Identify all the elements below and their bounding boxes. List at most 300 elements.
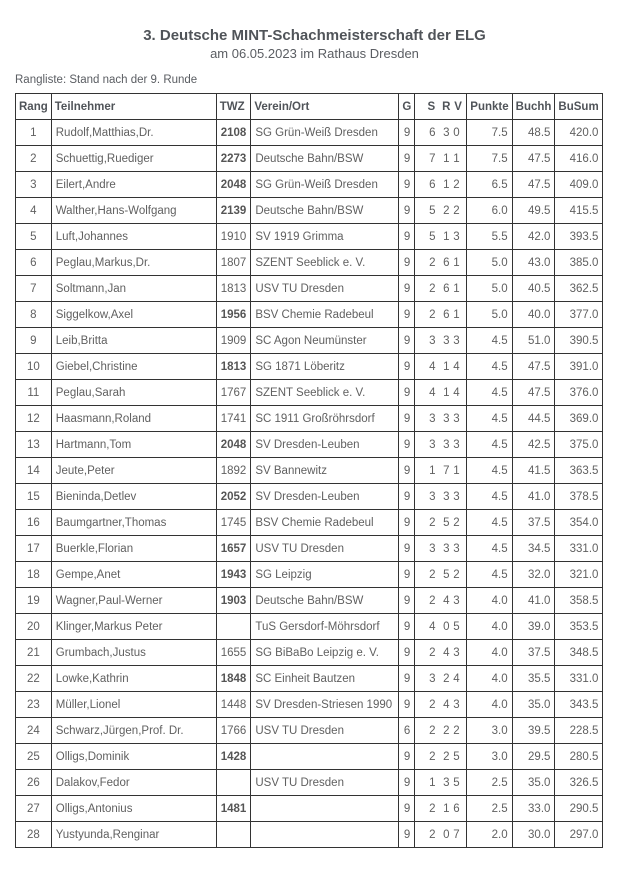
games-played: 9 [399, 614, 415, 640]
buchholz: 47.5 [512, 380, 555, 406]
table-row [16, 198, 603, 224]
games-played: 9 [399, 302, 415, 328]
losses: 4 [453, 672, 460, 685]
wins-draws-losses [415, 536, 467, 562]
rang-cell: 18 [16, 562, 52, 588]
buchholz-sum: 280.5 [555, 744, 603, 770]
games-played: 9 [399, 484, 415, 510]
col-header-r: R [442, 100, 451, 113]
table-row [16, 484, 603, 510]
losses: 1 [453, 282, 460, 295]
table-row [16, 510, 603, 536]
table-row [16, 588, 603, 614]
points: 7.5 [467, 120, 512, 146]
twz-rating: 1903 [216, 588, 251, 614]
buchholz: 42.0 [512, 224, 555, 250]
draws: 1 [443, 360, 450, 373]
table-row [16, 302, 603, 328]
document-subtitle: am 06.05.2023 im Rathaus Dresden [210, 46, 419, 61]
rang-cell: 4 [16, 198, 52, 224]
losses: 1 [453, 308, 460, 321]
club-name: SZENT Seeblick e. V. [251, 250, 399, 276]
club-name [251, 822, 399, 848]
participant-name: Müller,Lionel [51, 692, 216, 718]
buchholz-sum: 391.0 [555, 354, 603, 380]
points: 4.5 [467, 484, 512, 510]
wins-draws-losses [415, 744, 467, 770]
wins-draws-losses [415, 120, 467, 146]
wins: 2 [429, 646, 436, 659]
participant-name: Soltmann,Jan [51, 276, 216, 302]
points: 6.5 [467, 172, 512, 198]
draws: 6 [443, 308, 450, 321]
club-name [251, 744, 399, 770]
twz-rating: 1657 [216, 536, 251, 562]
games-played: 9 [399, 822, 415, 848]
col-header-v: V [454, 100, 462, 113]
participant-name: Klinger,Markus Peter [51, 614, 216, 640]
games-played: 9 [399, 562, 415, 588]
points: 2.0 [467, 822, 512, 848]
twz-rating: 1813 [216, 354, 251, 380]
buchholz-sum: 331.0 [555, 536, 603, 562]
wins: 2 [429, 282, 436, 295]
rang-cell: 9 [16, 328, 52, 354]
club-name: SG BiBaBo Leipzig e. V. [251, 640, 399, 666]
games-played: 9 [399, 770, 415, 796]
wins-draws-losses [415, 250, 467, 276]
rang-cell: 23 [16, 692, 52, 718]
buchholz-sum: 297.0 [555, 822, 603, 848]
points: 5.0 [467, 250, 512, 276]
buchholz-sum: 416.0 [555, 146, 603, 172]
twz-rating: 1807 [216, 250, 251, 276]
participant-name: Baumgartner,Thomas [51, 510, 216, 536]
points: 4.5 [467, 510, 512, 536]
rang-cell: 1 [16, 120, 52, 146]
col-header-busum: BuSum [555, 94, 603, 120]
participant-name: Siggelkow,Axel [51, 302, 216, 328]
games-played: 9 [399, 354, 415, 380]
club-name: SG Grün-Weiß Dresden [251, 172, 399, 198]
rang-cell: 14 [16, 458, 52, 484]
draws: 3 [443, 334, 450, 347]
draws: 2 [443, 672, 450, 685]
club-name: SC Agon Neumünster [251, 328, 399, 354]
games-played: 6 [399, 718, 415, 744]
club-name: SZENT Seeblick e. V. [251, 380, 399, 406]
losses: 2 [453, 724, 460, 737]
draws: 1 [443, 178, 450, 191]
points: 5.5 [467, 224, 512, 250]
points: 4.5 [467, 536, 512, 562]
points: 6.0 [467, 198, 512, 224]
losses: 2 [453, 516, 460, 529]
buchholz: 32.0 [512, 562, 555, 588]
participant-name: Rudolf,Matthias,Dr. [51, 120, 216, 146]
rang-cell: 6 [16, 250, 52, 276]
games-played: 9 [399, 796, 415, 822]
buchholz-sum: 376.0 [555, 380, 603, 406]
table-row [16, 328, 603, 354]
twz-rating: 1655 [216, 640, 251, 666]
games-played: 9 [399, 432, 415, 458]
wins-draws-losses [415, 146, 467, 172]
rang-cell: 2 [16, 146, 52, 172]
col-header-rang: Rang [16, 94, 52, 120]
participant-name: Leib,Britta [51, 328, 216, 354]
wins: 2 [429, 802, 436, 815]
wins-draws-losses [415, 172, 467, 198]
points: 4.5 [467, 562, 512, 588]
losses: 6 [453, 802, 460, 815]
buchholz: 39.5 [512, 718, 555, 744]
participant-name: Schwarz,Jürgen,Prof. Dr. [51, 718, 216, 744]
buchholz-sum: 354.0 [555, 510, 603, 536]
table-header-row [16, 94, 603, 120]
buchholz: 35.0 [512, 692, 555, 718]
games-played: 9 [399, 224, 415, 250]
losses: 3 [453, 230, 460, 243]
buchholz-sum: 415.5 [555, 198, 603, 224]
twz-rating: 2052 [216, 484, 251, 510]
wins-draws-losses [415, 692, 467, 718]
twz-rating: 1956 [216, 302, 251, 328]
rang-cell: 28 [16, 822, 52, 848]
losses: 2 [453, 568, 460, 581]
wins-draws-losses [415, 614, 467, 640]
rang-cell: 7 [16, 276, 52, 302]
buchholz: 40.0 [512, 302, 555, 328]
table-row [16, 666, 603, 692]
wins: 2 [429, 750, 436, 763]
losses: 3 [453, 412, 460, 425]
draws: 3 [443, 542, 450, 555]
wins-draws-losses [415, 458, 467, 484]
rang-cell: 25 [16, 744, 52, 770]
buchholz: 33.0 [512, 796, 555, 822]
rang-cell: 20 [16, 614, 52, 640]
rang-cell: 11 [16, 380, 52, 406]
wins: 2 [429, 828, 436, 841]
rang-cell: 13 [16, 432, 52, 458]
points: 4.5 [467, 406, 512, 432]
table-row [16, 146, 603, 172]
col-header-twz: TWZ [216, 94, 251, 120]
losses: 4 [453, 360, 460, 373]
club-name: SV Dresden-Leuben [251, 484, 399, 510]
points: 2.5 [467, 796, 512, 822]
rang-cell: 17 [16, 536, 52, 562]
col-header-teilnehmer: Teilnehmer [51, 94, 216, 120]
buchholz: 43.0 [512, 250, 555, 276]
wins-draws-losses [415, 302, 467, 328]
wins-draws-losses [415, 666, 467, 692]
col-header-g: G [399, 94, 415, 120]
buchholz: 41.0 [512, 484, 555, 510]
club-name: BSV Chemie Radebeul [251, 510, 399, 536]
games-played: 9 [399, 146, 415, 172]
draws: 0 [443, 828, 450, 841]
losses: 5 [453, 750, 460, 763]
wins-draws-losses [415, 354, 467, 380]
draws: 6 [443, 256, 450, 269]
twz-rating: 1943 [216, 562, 251, 588]
wins: 2 [429, 724, 436, 737]
wins-draws-losses [415, 276, 467, 302]
twz-rating: 1481 [216, 796, 251, 822]
participant-name: Jeute,Peter [51, 458, 216, 484]
draws: 2 [443, 724, 450, 737]
wins: 4 [429, 386, 436, 399]
club-name: SV Dresden-Leuben [251, 432, 399, 458]
table-row [16, 770, 603, 796]
draws: 1 [443, 152, 450, 165]
games-played: 9 [399, 120, 415, 146]
draws: 4 [443, 698, 450, 711]
wins-draws-losses [415, 796, 467, 822]
rang-cell: 5 [16, 224, 52, 250]
participant-name: Hartmann,Tom [51, 432, 216, 458]
participant-name: Giebel,Christine [51, 354, 216, 380]
rang-cell: 21 [16, 640, 52, 666]
buchholz: 37.5 [512, 640, 555, 666]
points: 4.0 [467, 614, 512, 640]
wins: 3 [429, 542, 436, 555]
points: 4.5 [467, 354, 512, 380]
club-name: USV TU Dresden [251, 536, 399, 562]
draws: 3 [443, 438, 450, 451]
buchholz: 47.5 [512, 354, 555, 380]
buchholz-sum: 331.0 [555, 666, 603, 692]
draws: 3 [443, 126, 450, 139]
buchholz-sum: 326.5 [555, 770, 603, 796]
games-played: 9 [399, 250, 415, 276]
wins: 6 [429, 126, 436, 139]
points: 4.0 [467, 666, 512, 692]
buchholz: 29.5 [512, 744, 555, 770]
twz-rating: 1909 [216, 328, 251, 354]
games-played: 9 [399, 588, 415, 614]
rang-cell: 8 [16, 302, 52, 328]
draws: 1 [443, 230, 450, 243]
wins: 2 [429, 308, 436, 321]
buchholz-sum: 362.5 [555, 276, 603, 302]
games-played: 9 [399, 666, 415, 692]
table-row [16, 718, 603, 744]
draws: 3 [443, 490, 450, 503]
participant-name: Yustyunda,Renginar [51, 822, 216, 848]
wins-draws-losses [415, 328, 467, 354]
losses: 3 [453, 646, 460, 659]
twz-rating: 1848 [216, 666, 251, 692]
buchholz: 30.0 [512, 822, 555, 848]
wins: 2 [429, 698, 436, 711]
table-row [16, 354, 603, 380]
losses: 2 [453, 204, 460, 217]
twz-rating: 1767 [216, 380, 251, 406]
points: 4.5 [467, 432, 512, 458]
club-name: Deutsche Bahn/BSW [251, 198, 399, 224]
participant-name: Walther,Hans-Wolfgang [51, 198, 216, 224]
games-played: 9 [399, 640, 415, 666]
points: 2.5 [467, 770, 512, 796]
draws: 1 [443, 802, 450, 815]
twz-rating [216, 822, 251, 848]
buchholz-sum: 343.5 [555, 692, 603, 718]
buchholz-sum: 353.5 [555, 614, 603, 640]
wins: 1 [429, 776, 436, 789]
table-row [16, 250, 603, 276]
club-name: Deutsche Bahn/BSW [251, 146, 399, 172]
games-played: 9 [399, 458, 415, 484]
wins: 3 [429, 490, 436, 503]
draws: 5 [443, 516, 450, 529]
twz-rating: 2048 [216, 172, 251, 198]
wins: 2 [429, 516, 436, 529]
rang-cell: 15 [16, 484, 52, 510]
draws: 3 [443, 412, 450, 425]
col-header-punkte: Punkte [467, 94, 512, 120]
twz-rating [216, 770, 251, 796]
participant-name: Luft,Johannes [51, 224, 216, 250]
draws: 2 [443, 204, 450, 217]
losses: 3 [453, 438, 460, 451]
rang-cell: 24 [16, 718, 52, 744]
wins-draws-losses [415, 380, 467, 406]
rang-cell: 27 [16, 796, 52, 822]
participant-name: Olligs,Dominik [51, 744, 216, 770]
games-played: 9 [399, 198, 415, 224]
table-row [16, 380, 603, 406]
draws: 6 [443, 282, 450, 295]
draws: 0 [443, 620, 450, 633]
rang-cell: 16 [16, 510, 52, 536]
buchholz-sum: 228.5 [555, 718, 603, 744]
rang-cell: 26 [16, 770, 52, 796]
table-row [16, 562, 603, 588]
buchholz: 40.5 [512, 276, 555, 302]
buchholz-sum: 377.0 [555, 302, 603, 328]
participant-name: Peglau,Sarah [51, 380, 216, 406]
table-row [16, 822, 603, 848]
points: 4.5 [467, 458, 512, 484]
points: 4.0 [467, 640, 512, 666]
participant-name: Eilert,Andre [51, 172, 216, 198]
losses: 3 [453, 542, 460, 555]
club-name: Deutsche Bahn/BSW [251, 588, 399, 614]
participant-name: Olligs,Antonius [51, 796, 216, 822]
losses: 5 [453, 776, 460, 789]
participant-name: Grumbach,Justus [51, 640, 216, 666]
wins: 2 [429, 568, 436, 581]
losses: 0 [453, 126, 460, 139]
games-played: 9 [399, 380, 415, 406]
losses: 2 [453, 178, 460, 191]
twz-rating: 1745 [216, 510, 251, 536]
buchholz: 44.5 [512, 406, 555, 432]
club-name [251, 796, 399, 822]
draws: 4 [443, 594, 450, 607]
buchholz-sum: 369.0 [555, 406, 603, 432]
losses: 4 [453, 386, 460, 399]
twz-rating [216, 614, 251, 640]
games-played: 9 [399, 744, 415, 770]
wins: 4 [429, 620, 436, 633]
buchholz-sum: 385.0 [555, 250, 603, 276]
points: 5.0 [467, 302, 512, 328]
twz-rating: 1428 [216, 744, 251, 770]
participant-name: Peglau,Markus,Dr. [51, 250, 216, 276]
twz-rating: 1892 [216, 458, 251, 484]
games-played: 9 [399, 406, 415, 432]
participant-name: Lowke,Kathrin [51, 666, 216, 692]
games-played: 9 [399, 328, 415, 354]
buchholz: 35.0 [512, 770, 555, 796]
buchholz-sum: 409.0 [555, 172, 603, 198]
club-name: BSV Chemie Radebeul [251, 302, 399, 328]
col-header-verein: Verein/Ort [251, 94, 399, 120]
rang-cell: 19 [16, 588, 52, 614]
rang-cell: 22 [16, 666, 52, 692]
buchholz: 37.5 [512, 510, 555, 536]
buchholz: 35.5 [512, 666, 555, 692]
buchholz: 47.5 [512, 146, 555, 172]
wins: 5 [429, 204, 436, 217]
losses: 3 [453, 490, 460, 503]
twz-rating: 1766 [216, 718, 251, 744]
buchholz-sum: 363.5 [555, 458, 603, 484]
wins: 5 [429, 230, 436, 243]
twz-rating: 2108 [216, 120, 251, 146]
table-row [16, 536, 603, 562]
wins: 4 [429, 360, 436, 373]
club-name: SG Grün-Weiß Dresden [251, 120, 399, 146]
points: 3.0 [467, 718, 512, 744]
points: 4.5 [467, 328, 512, 354]
participant-name: Haasmann,Roland [51, 406, 216, 432]
twz-rating: 2273 [216, 146, 251, 172]
wins: 2 [429, 256, 436, 269]
participant-name: Buerkle,Florian [51, 536, 216, 562]
buchholz-sum: 390.5 [555, 328, 603, 354]
wins: 3 [429, 412, 436, 425]
participant-name: Dalakov,Fedor [51, 770, 216, 796]
draws: 4 [443, 646, 450, 659]
buchholz: 48.5 [512, 120, 555, 146]
rang-cell: 10 [16, 354, 52, 380]
club-name: USV TU Dresden [251, 770, 399, 796]
col-header-buchh: Buchh [512, 94, 555, 120]
club-name: SV 1919 Grimma [251, 224, 399, 250]
buchholz: 42.5 [512, 432, 555, 458]
document-title: 3. Deutsche MINT-Schachmeisterschaft der ELG [143, 27, 486, 44]
col-header-s: S [427, 100, 436, 113]
buchholz: 41.0 [512, 588, 555, 614]
draws: 5 [443, 568, 450, 581]
table-row [16, 640, 603, 666]
table-row [16, 276, 603, 302]
club-name: SV Bannewitz [251, 458, 399, 484]
wins: 7 [429, 152, 436, 165]
twz-rating: 2139 [216, 198, 251, 224]
wins-draws-losses [415, 718, 467, 744]
wins: 1 [429, 464, 436, 477]
table-row [16, 614, 603, 640]
games-played: 9 [399, 172, 415, 198]
points: 4.0 [467, 588, 512, 614]
participant-name: Schuettig,Ruediger [51, 146, 216, 172]
